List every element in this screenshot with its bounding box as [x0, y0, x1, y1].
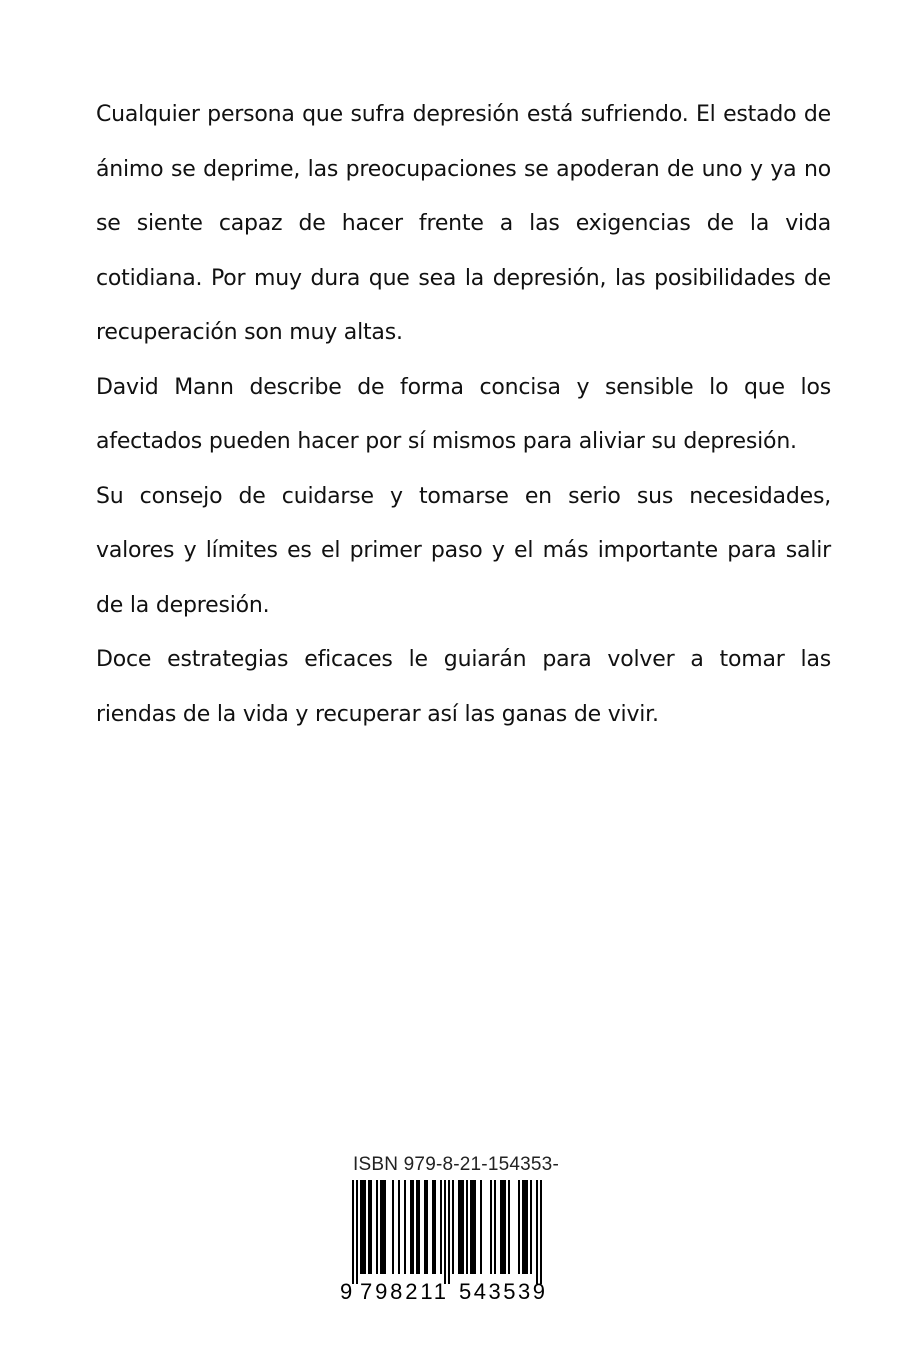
barcode-bar	[500, 1180, 502, 1274]
barcode-bar	[434, 1180, 436, 1274]
barcode-guard-bar	[444, 1180, 446, 1284]
barcode-guard-bar	[356, 1180, 358, 1284]
barcode-bar	[440, 1180, 442, 1274]
barcode-first-digit: 9	[340, 1279, 353, 1302]
isbn-block	[338, 1152, 562, 1302]
barcode-bar	[416, 1180, 418, 1274]
blurb-paragraph-3: Su consejo de cuidarse y tomarse en serio sus necesidades, valores y límites es el primer paso y el más importante para salir de la depresión.	[96, 483, 831, 618]
isbn-label: ISBN 979-8-21-154353-	[353, 1154, 559, 1175]
barcode-bar	[502, 1180, 504, 1274]
barcode-bar	[382, 1180, 384, 1274]
barcode-bar	[490, 1180, 492, 1274]
barcode-bar	[404, 1180, 406, 1274]
barcode-bar	[376, 1180, 378, 1274]
blurb-paragraph-1: Cualquier persona que sufra depresión está sufriendo. El estado de ánimo se deprime, las preocupaciones se apoderan de uno y ya no se siente capaz de hacer frente a las exigencias de la vida cotidiana. Por muy dura que sea la depresión, las posibilidades de recuperación son muy altas.	[96, 102, 831, 345]
barcode-bar	[472, 1180, 474, 1274]
barcode-bar	[432, 1180, 434, 1274]
barcode-bar	[526, 1180, 528, 1274]
barcode-bar	[410, 1180, 412, 1274]
barcode-guard-bar	[352, 1180, 354, 1284]
barcode-bar	[380, 1180, 382, 1274]
barcode-bar	[518, 1180, 520, 1274]
barcode-bar	[368, 1180, 370, 1274]
barcode-bar	[362, 1180, 364, 1274]
barcode-bar	[530, 1180, 532, 1274]
barcode-bar	[462, 1180, 464, 1274]
barcode-bar	[458, 1180, 460, 1274]
barcode-right-digits: 543539	[459, 1279, 545, 1302]
barcode-bar	[524, 1180, 526, 1274]
barcode-guard-bar	[540, 1180, 542, 1284]
barcode-guard-bar	[448, 1180, 450, 1284]
barcode-bar	[384, 1180, 386, 1274]
isbn-barcode	[338, 1178, 562, 1302]
barcode-bar	[466, 1180, 468, 1274]
barcode-bar	[474, 1180, 476, 1274]
barcode-bar	[460, 1180, 462, 1274]
barcode-bar	[364, 1180, 366, 1274]
barcode-bar	[418, 1180, 420, 1274]
barcode-bar	[494, 1180, 496, 1274]
barcode-bar	[504, 1180, 506, 1274]
barcode-guard-bar	[536, 1180, 538, 1284]
barcode-bar	[508, 1180, 510, 1274]
barcode-bar	[370, 1180, 372, 1274]
barcode-bar	[426, 1180, 428, 1274]
blurb-paragraph-4: Doce estrategias eficaces le guiarán para volver a tomar las riendas de la vida y recuperar así las ganas de vivir.	[96, 647, 831, 727]
barcode-bar	[360, 1180, 362, 1274]
blurb-paragraph-2: David Mann describe de forma concisa y sensible lo que los afectados pueden hacer por sí mismos para aliviar su depresión.	[96, 374, 831, 454]
barcode-bar	[392, 1180, 394, 1274]
barcode-bar	[412, 1180, 414, 1274]
barcode-bar	[424, 1180, 426, 1274]
barcode-bar	[522, 1180, 524, 1274]
barcode-bar	[452, 1180, 454, 1274]
barcode-bar	[470, 1180, 472, 1274]
barcode-left-digits: 798211	[360, 1279, 446, 1302]
barcode-bar	[398, 1180, 400, 1274]
blurb-text	[96, 88, 831, 742]
barcode-bar	[480, 1180, 482, 1274]
